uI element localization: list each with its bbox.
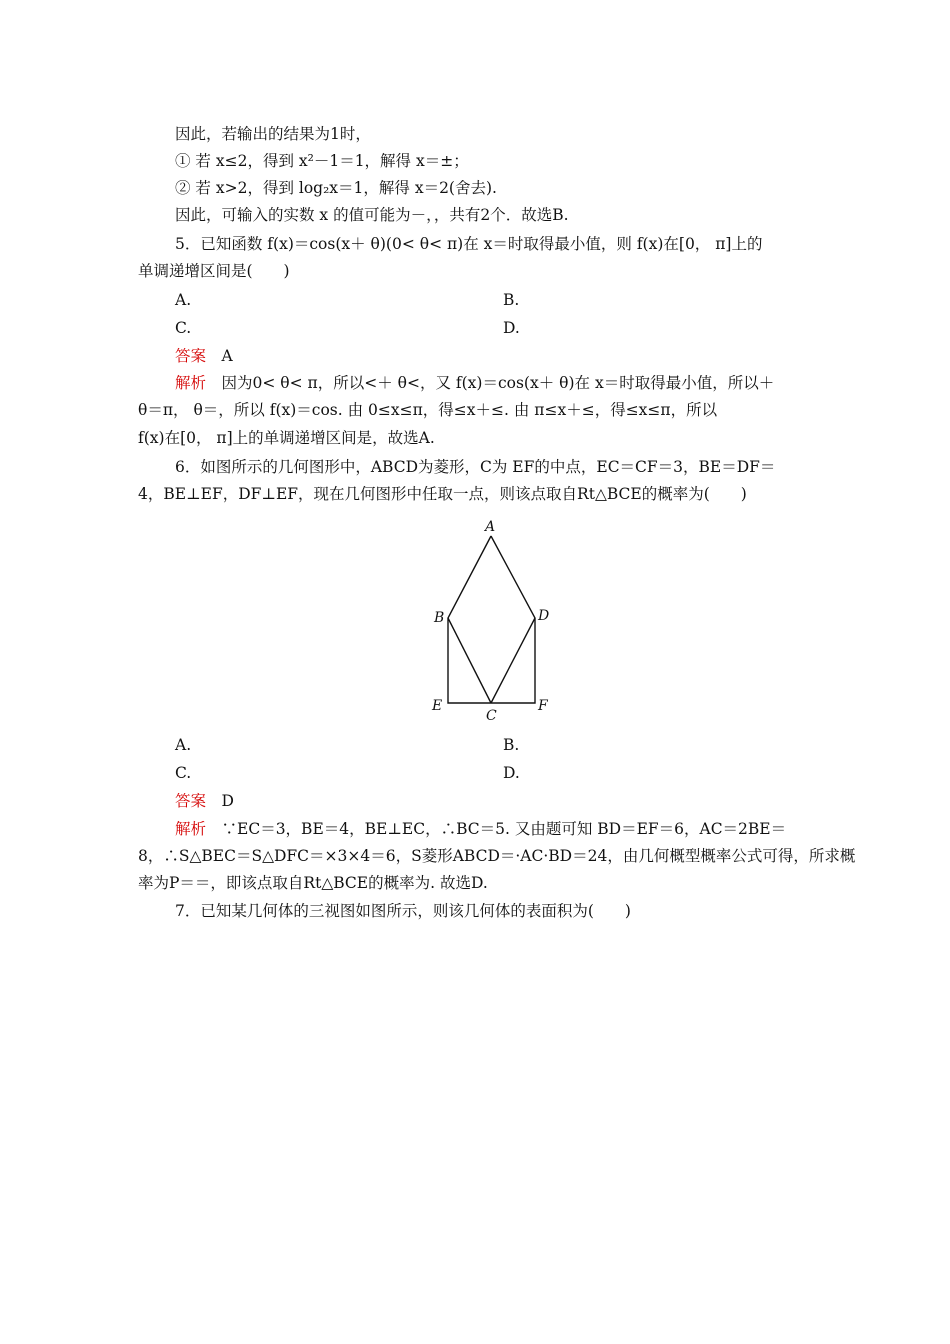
analysis-line: 8，∴S△BEC＝S△DFC＝×3×4＝6，S菱形ABCD＝·AC·BD＝24，由几何概型概率公式可得，所求概 — [138, 847, 856, 865]
vertex-label-e: E — [432, 698, 443, 714]
question-7-line: 7．已知某几何体的三视图如图所示，则该几何体的表面积为( ) — [175, 902, 631, 920]
analysis-line — [175, 373, 774, 393]
analysis-text: 因为0< θ< π，所以<＋ θ<，又 f(x)＝cos(x＋ θ)在 x＝时取得最小值，所以＋ — [206, 374, 775, 392]
text-line: 因此，可输入的实数 x 的值可能为－，，共有2个．故选B. — [175, 206, 569, 224]
option-a: A. — [175, 291, 192, 309]
answer-label: 答案 — [175, 792, 207, 810]
question-5-line: 5．已知函数 f(x)＝cos(x＋ θ)(0< θ< π)在 x＝时取得最小值，则 f(x)在[0， π]上的 — [175, 235, 763, 253]
option-d: D. — [503, 319, 520, 337]
vertex-label-f: F — [538, 698, 548, 714]
analysis-line — [175, 819, 786, 839]
analysis-line: 率为P＝＝，即该点取自Rt△BCE的概率为. 故选D. — [138, 874, 488, 892]
option-b: B. — [503, 736, 520, 754]
vertex-label-a: A — [485, 519, 496, 535]
question-5-line: 单调递增区间是( ) — [138, 262, 290, 280]
geometry-diagram — [425, 515, 555, 725]
text-line: 因此，若输出的结果为1时， — [175, 125, 371, 143]
answer-line — [175, 346, 233, 366]
option-d: D. — [503, 764, 520, 782]
rhombus-figure — [425, 515, 555, 725]
analysis-line: f(x)在[0， π]上的单调递增区间是，故选A. — [138, 429, 435, 447]
segment-bc — [448, 618, 491, 703]
outline-shape — [448, 536, 535, 703]
option-c: C. — [175, 764, 192, 782]
analysis-text: ∵EC＝3，BE＝4，BE⊥EC，∴BC＝5. 又由题可知 BD＝EF＝6，AC＝2BE＝ — [206, 820, 787, 838]
vertex-label-c: C — [486, 708, 497, 724]
answer-line — [175, 791, 234, 811]
option-b: B. — [503, 291, 520, 309]
option-a: A. — [175, 736, 192, 754]
segment-dc — [491, 618, 535, 703]
question-6-line: 4，BE⊥EF，DF⊥EF，现在几何图形中任取一点，则该点取自Rt△BCE的概率为( ) — [138, 485, 747, 503]
option-c: C. — [175, 319, 192, 337]
answer-value: D — [206, 792, 234, 810]
text-line: ② 若 x>2，得到 log₂x＝1，解得 x＝2(舍去). — [175, 179, 497, 197]
analysis-label: 解析 — [175, 374, 207, 392]
analysis-line: θ＝π， θ＝，所以 f(x)＝cos. 由 0≤x≤π，得≤x＋≤. 由 π≤x＋≤，得≤x≤π，所以 — [138, 401, 718, 419]
vertex-label-b: B — [434, 610, 445, 626]
vertex-label-d: D — [538, 608, 550, 624]
analysis-label: 解析 — [175, 820, 207, 838]
text-line: ① 若 x≤2，得到 x²－1＝1，解得 x＝±； — [175, 152, 469, 170]
answer-label: 答案 — [175, 347, 207, 365]
answer-value: A — [206, 347, 233, 365]
question-6-line: 6．如图所示的几何图形中，ABCD为菱形，C为 EF的中点，EC＝CF＝3，BE＝DF＝ — [175, 458, 776, 476]
